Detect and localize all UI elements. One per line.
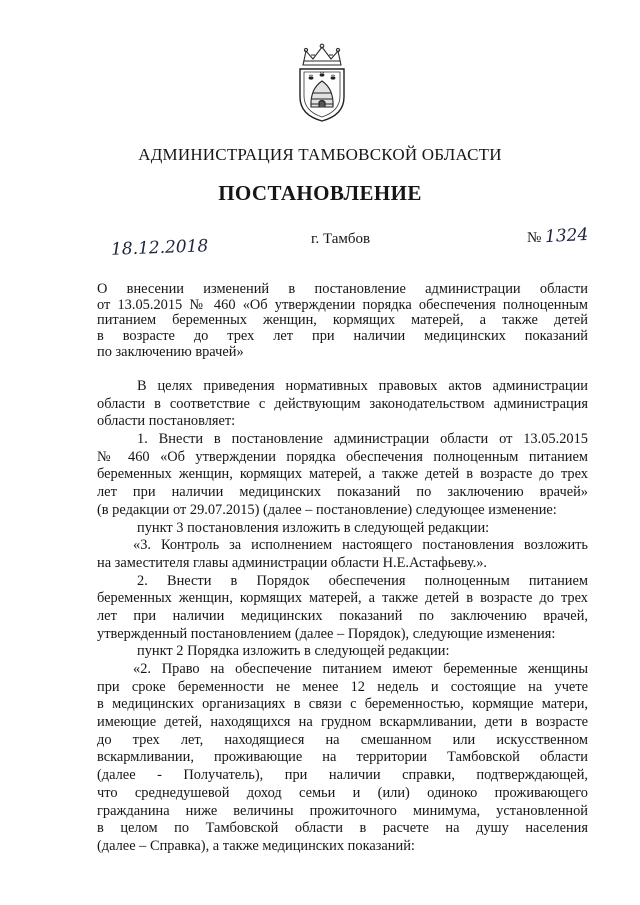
subject-line: от 13.05.2015 № 460 «Об утверждении порядка обеспечения полноценным (97, 297, 588, 313)
body-line: беременных женщин, кормящих матерей, а также детей в возрасте до трех (97, 590, 588, 607)
number-sign: № (527, 230, 542, 246)
body-line: до трех лет, находящиеся на смешанном или искусственном (97, 731, 588, 748)
body-line: беременных женщин, кормящих матерей, а также детей в возрасте до трех (97, 466, 588, 483)
body-line: области постановляет: (97, 413, 236, 430)
body-line: утвержденный постановлением (далее – Порядок), следующие изменения: (97, 625, 556, 642)
coat-of-arms-emblem (293, 43, 351, 123)
body-line: пункт 2 Порядка изложить в следующей редакции: (137, 643, 450, 660)
city-name: г. Тамбов (311, 231, 371, 247)
body-line: (в редакции от 29.07.2015) (далее – постановление) следующее изменение: (97, 501, 557, 518)
body-line: «2. Право на обеспечение питанием имеют беременные женщины (133, 661, 588, 677)
body-line: лет при наличии медицинских показаний по заключению врачей» (97, 484, 588, 501)
body-line: В целях приведения нормативных правовых актов администрации (137, 378, 588, 394)
subject-line: по заключению врачей» (97, 344, 244, 360)
subject-line: питанием беременных женщин, кормящих матерей, а также детей (97, 313, 588, 329)
body-line: что среднедушевой доход семьи и (или) одиноко проживающего (97, 784, 588, 801)
body-line: имеющие детей, находящихся на грудном вскармливании, дети в возрасте (97, 714, 588, 731)
body-line: гражданина ниже величины прожиточного минимума, установленной (97, 802, 588, 819)
body-line: 1. Внести в постановление администрации области от 13.05.2015 (137, 431, 588, 448)
handwritten-document-number: 1324 (544, 224, 589, 248)
body-line: лет при наличии медицинских показаний по заключению врачей, (97, 607, 588, 624)
body-line: пункт 3 постановления изложить в следующей редакции: (137, 519, 490, 536)
body-line: (далее – Справка), а также медицинских показаний: (97, 837, 415, 854)
body-line: № 460 «Об утверждении порядка обеспечения полноценным питанием (97, 448, 588, 465)
body-line: вскармливании, проживающие на территории Тамбовской области (97, 749, 588, 766)
document-subject (97, 282, 588, 360)
document-type-title: ПОСТАНОВЛЕНИЕ (218, 181, 422, 205)
tambov-coat-of-arms-icon (293, 43, 351, 123)
subject-line: в возрасте до трех лет при наличии медицинских показаний (97, 329, 588, 345)
body-line: области в соответствие с действующим законодательством администрация (97, 395, 588, 412)
body-line: при сроке беременности не менее 12 недель и состоящие на учете (97, 678, 588, 695)
handwritten-date: 18.12.2018 (110, 236, 209, 260)
body-line: в целом по Тамбовской области в расчете на душу населения (97, 820, 588, 837)
body-line: «3. Контроль за исполнением настоящего постановления возложить (133, 537, 588, 554)
body-line: (далее - Получатель), при наличии справки, подтверждающей, (97, 767, 588, 784)
document-body (97, 378, 588, 856)
body-line: в медицинских организациях в связи с беременностью, кормящие матери, (97, 696, 588, 713)
subject-line: О внесении изменений в постановление администрации области (97, 282, 588, 297)
body-line: на заместителя главы администрации области Н.Е.Астафьеву.». (97, 554, 487, 571)
agency-name: АДМИНИСТРАЦИЯ ТАМБОВСКОЙ ОБЛАСТИ (138, 145, 502, 164)
body-line: 2. Внести в Порядок обеспечения полноценным питанием (137, 572, 588, 589)
